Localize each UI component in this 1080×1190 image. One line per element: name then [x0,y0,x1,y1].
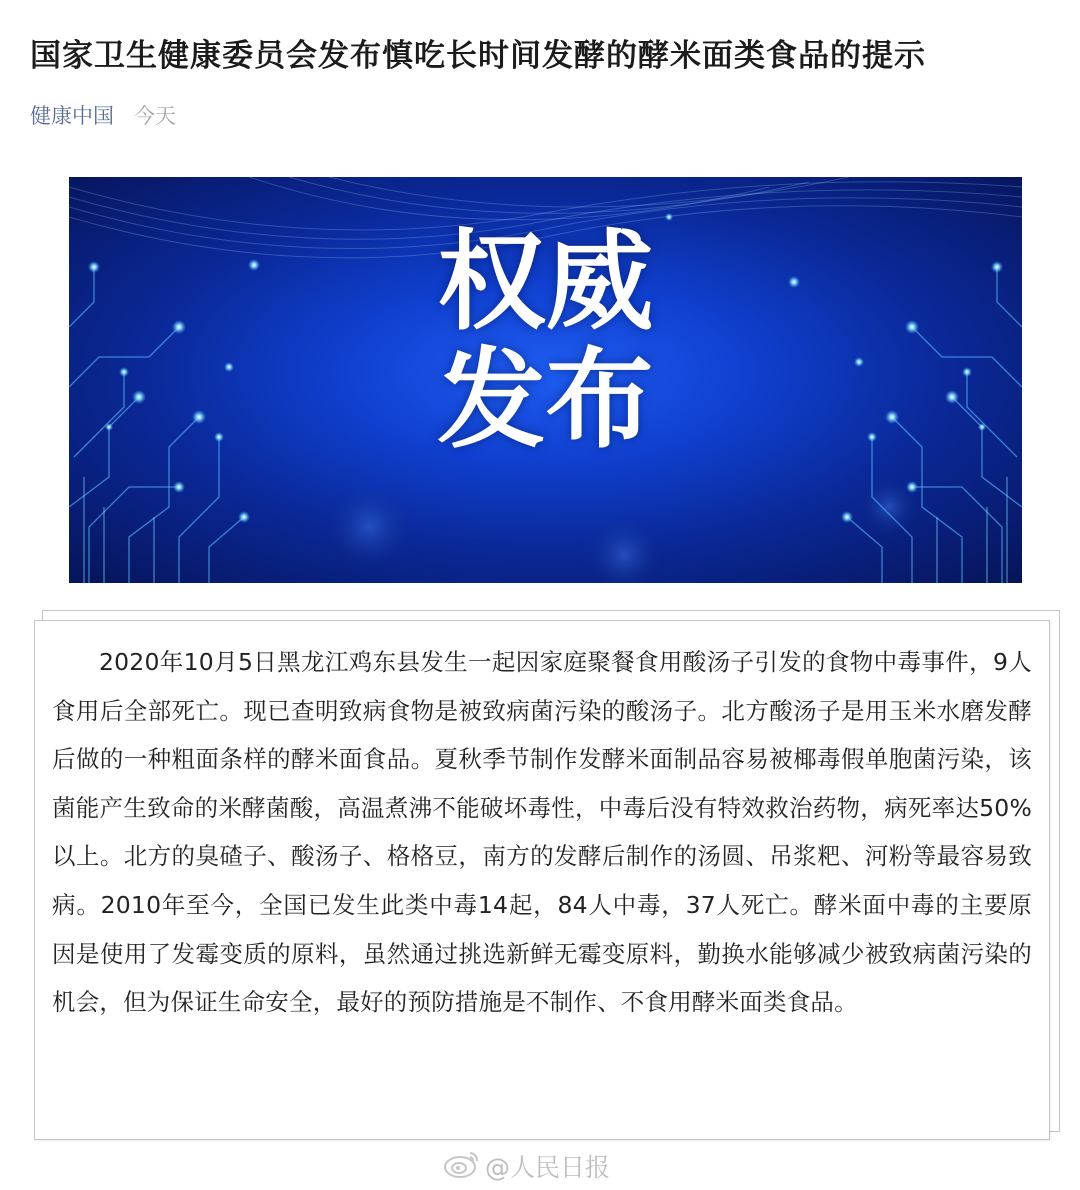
article-meta [30,98,176,132]
article-body-paragraph: 2020年10月5日黑龙江鸡东县发生一起因家庭聚餐食用酸汤子引发的食物中毒事件，9人食用后全部死亡。现已查明致病食物是被致病菌污染的酸汤子。北方酸汤子是用玉米水磨发酵后做的一种粗面条样的酵米面食品。夏秋季节制作发酵米面制品容易被椰毒假单胞菌污染，该菌能产生致命的米酵菌酸，高温煮沸不能破坏毒性，中毒后没有特效救治药物，病死率达50%以上。北方的臭碴子、酸汤子、格格豆，南方的发酵后制作的汤圆、吊浆粑、河粉等最容易致病。2010年至今，全国已发生此类中毒14起，84人中毒，37人死亡。酵米面中毒的主要原因是使用了发霉变质的原料，虽然通过挑选新鲜无霉变原料，勤换水能够减少被致病菌污染的机会，但为保证生命安全，最好的预防措施是不制作、不食用酵米面类食品。 [52,648,1032,1017]
banner-title-line-1: 权威 [437,220,654,345]
banner-title-line-2: 发布 [437,338,654,463]
image-watermark [443,1146,610,1186]
publish-time: 今天 [134,104,176,128]
watermark-text: @人民日报 [485,1153,611,1182]
article-title: 国家卫生健康委员会发布慎吃长时间发酵的酵米面类食品的提示 [30,38,926,74]
weibo-logo-icon [443,1147,481,1185]
source-account-link[interactable]: 健康中国 [30,104,114,128]
